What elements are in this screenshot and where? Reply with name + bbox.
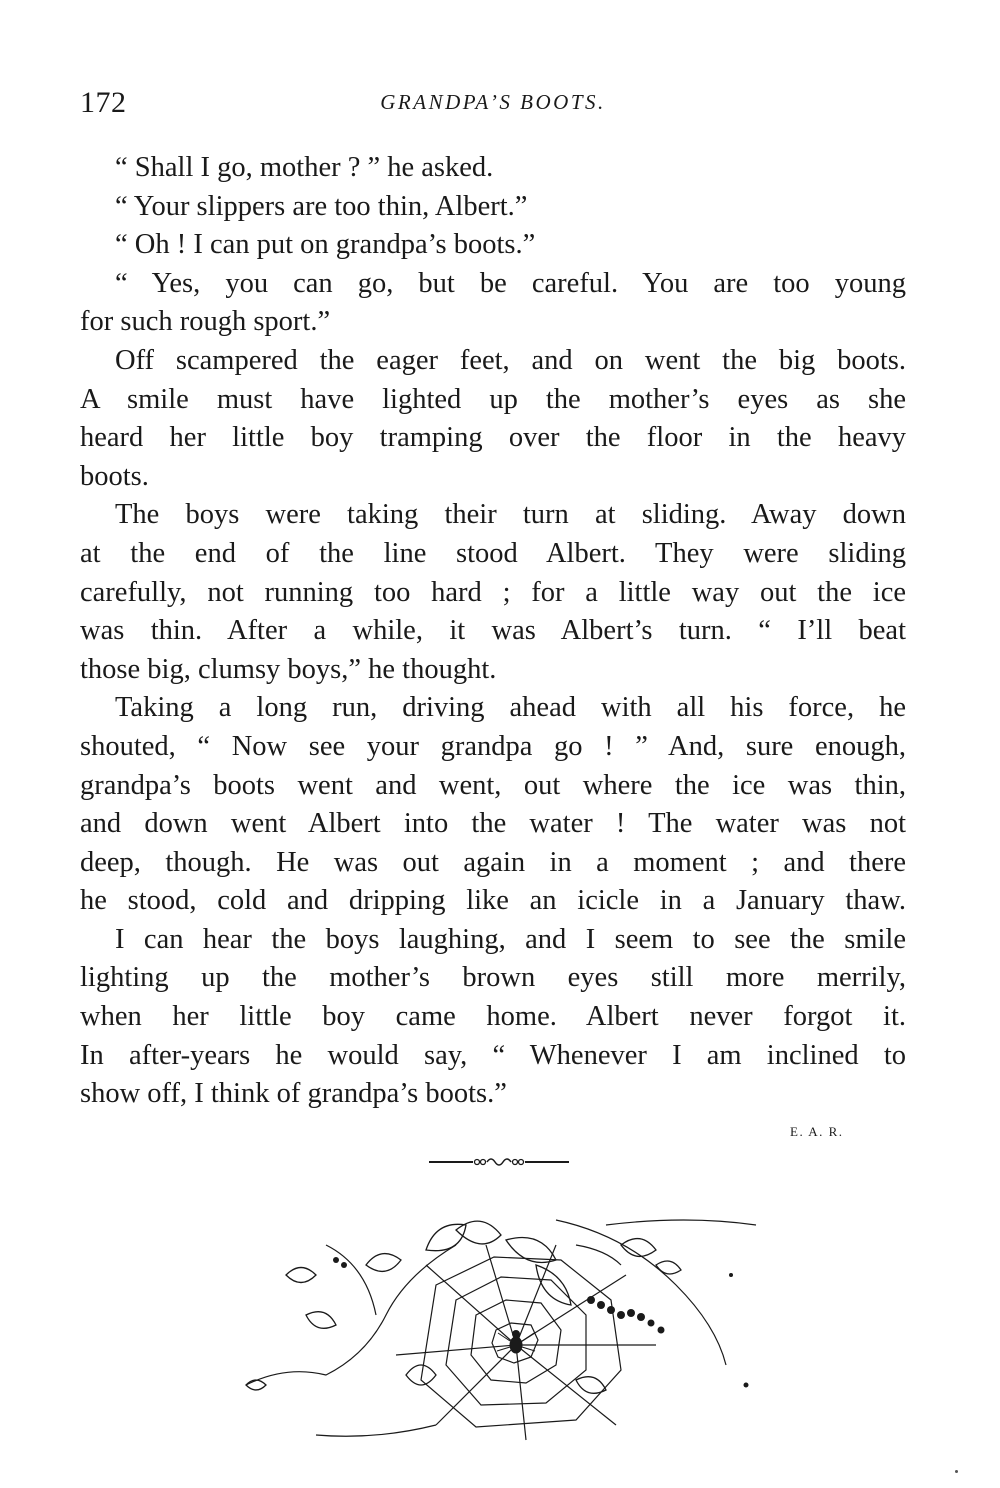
story-text <box>80 149 906 1114</box>
page-number: 172 <box>80 86 127 119</box>
text-line: “ Yes, you can go, but be careful. You are too young <box>115 267 906 299</box>
text-line: those big, clumsy boys,” he thought. <box>80 653 497 685</box>
text-line: Off scampered the eager feet, and on went the big boots. <box>115 344 906 376</box>
running-title: GRANDPA’S BOOTS. <box>380 90 606 114</box>
text-line: carefully, not running too hard ; for a little way out the ice <box>80 576 906 608</box>
text-line: I can hear the boys laughing, and I seem to see the smile <box>115 923 906 955</box>
text-line: show off, I think of grandpa’s boots.” <box>80 1078 507 1110</box>
text-line: deep, though. He was out again in a moment ; and there <box>80 846 906 878</box>
author-signature: E. A. R. <box>790 1124 844 1139</box>
text-line: “ Oh ! I can put on grandpa’s boots.” <box>115 229 536 261</box>
text-line: heard her little boy tramping over the floor in the heavy <box>80 422 906 454</box>
text-line: he stood, cold and dripping like an icicle in a January thaw. <box>80 885 906 917</box>
ink-speck <box>955 1470 958 1473</box>
running-head <box>80 86 906 126</box>
text-line: was thin. After a while, it was Albert’s turn. “ I’ll beat <box>80 615 906 647</box>
spider-web-vignette-icon <box>226 1205 771 1450</box>
text-line: for such rough sport.” <box>80 306 331 338</box>
text-line: and down went Albert into the water ! The water was not <box>80 808 906 840</box>
text-line: shouted, “ Now see your grandpa go ! ” And, sure enough, <box>80 730 906 762</box>
text-line: In after-years he would say, “ Whenever I am inclined to <box>80 1039 906 1071</box>
text-line: The boys were taking their turn at sliding. Away down <box>115 499 906 531</box>
text-line: grandpa’s boots went and went, out where the ice was thin, <box>80 769 906 801</box>
text-line: “ Your slippers are too thin, Albert.” <box>115 190 528 222</box>
text-line: A smile must have lighted up the mother’s eyes as she <box>80 383 906 415</box>
text-line: boots. <box>80 460 149 492</box>
text-line: lighting up the mother’s brown eyes still more merrily, <box>80 962 906 994</box>
text-line: at the end of the line stood Albert. They were sliding <box>80 537 906 569</box>
text-line: Taking a long run, driving ahead with all his force, he <box>115 692 906 724</box>
text-line: “ Shall I go, mother ? ” he asked. <box>115 152 494 183</box>
text-line: when her little boy came home. Albert never forgot it. <box>80 1001 906 1033</box>
ornamental-rule-icon <box>429 1154 569 1170</box>
